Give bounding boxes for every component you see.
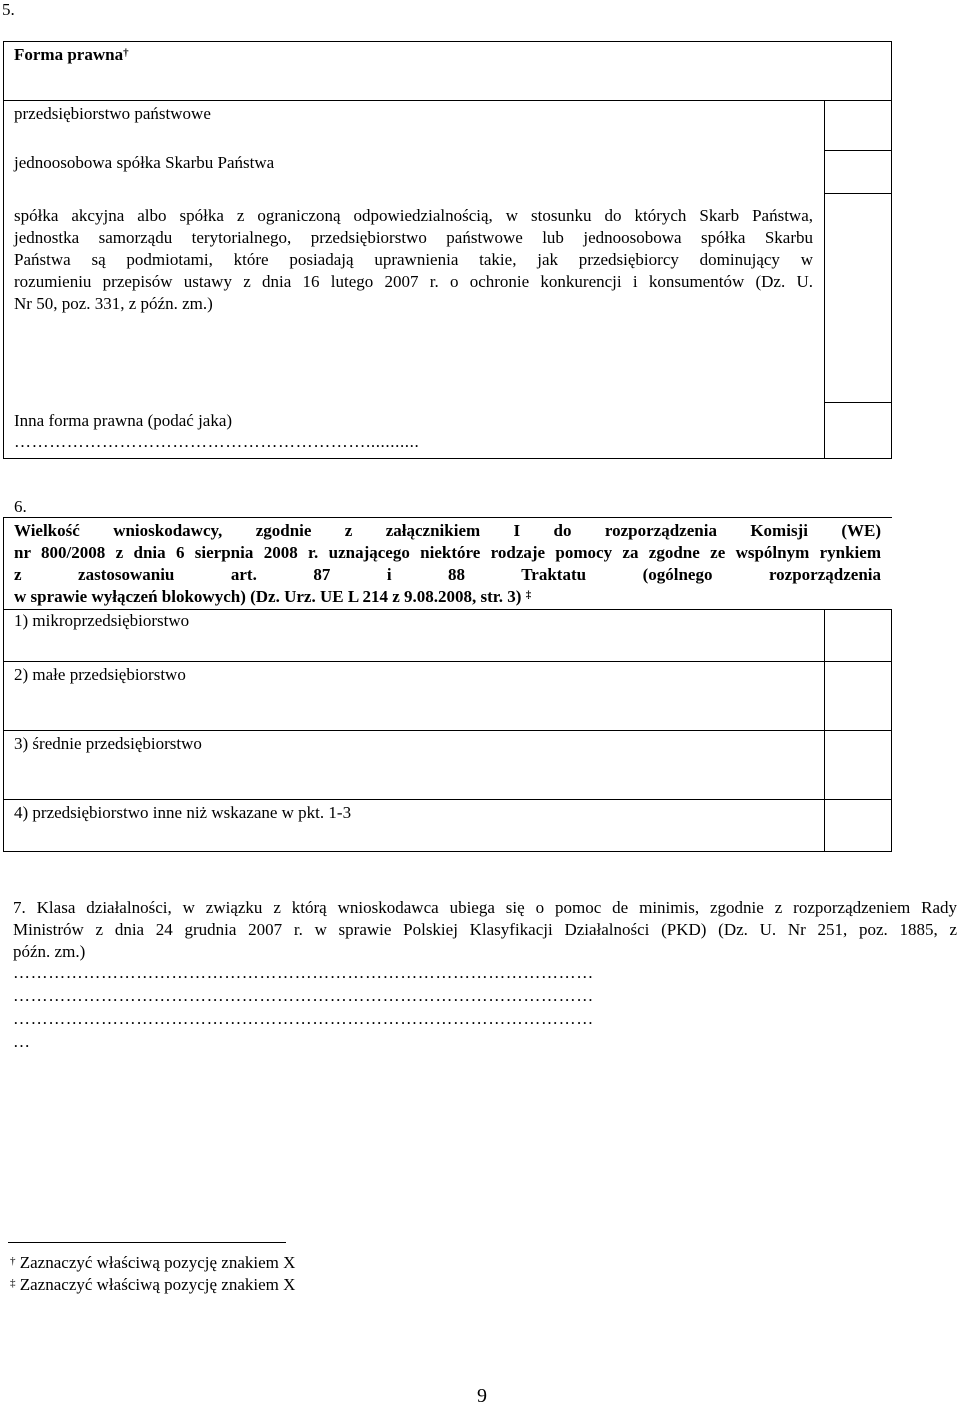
table-6-header-divider	[3, 609, 892, 610]
table-6-bottom-border	[3, 851, 892, 852]
other-legal-form-field[interactable]: ……………………………………………………...........	[14, 432, 420, 451]
section-6-heading-line-1: Wielkość wnioskodawcy, zgodnie z załącznikiem I do rozporządzenia Komisji (WE)	[14, 521, 881, 540]
option-3-line-5: Nr 50, poz. 331, z późn. zm.)	[14, 294, 213, 313]
page-number: 9	[477, 1385, 487, 1407]
checkbox-state-enterprise[interactable]	[825, 101, 891, 150]
table-6-row-divider-3	[3, 799, 892, 800]
section-7-line-1: 7. Klasa działalności, w związku z którą wnioskodawca ubiega się o pomoc de minimis, zgodnie z rozporządzeniem Rady	[13, 898, 957, 917]
checkbox-micro[interactable]	[825, 610, 891, 661]
checkbox-other-size[interactable]	[825, 800, 891, 851]
section-6-heading-line-3: z zastosowaniu art. 87 i 88 Traktatu (ogólnego rozporządzenia	[14, 565, 881, 584]
checkbox-small[interactable]	[825, 662, 891, 730]
table-6-top-border	[3, 517, 892, 518]
checkbox-other-legal-form[interactable]	[825, 403, 891, 458]
table-5-top-border	[3, 41, 892, 42]
section-6-number: 6.	[14, 497, 27, 516]
section-7-line-3: późn. zm.)	[13, 942, 86, 961]
checkbox-joint-stock-company[interactable]	[825, 194, 891, 402]
option-3-line-1: spółka akcyjna albo spółka z ograniczoną odpowiedzialnością, w stosunku do których Skarb Państwa,	[14, 206, 813, 225]
table-5-right-border	[891, 41, 892, 459]
footnote-separator	[8, 1242, 286, 1243]
checkbox-medium[interactable]	[825, 731, 891, 799]
table-5-left-border	[3, 41, 4, 459]
size-option-micro: 1) mikroprzedsiębiorstwo	[14, 611, 190, 630]
section-5-number: 5.	[2, 0, 15, 19]
table-5-bottom-border	[3, 458, 892, 459]
size-option-other: 4) przedsiębiorstwo inne niż wskazane w pkt. 1-3	[14, 803, 352, 822]
other-legal-form-label: Inna forma prawna (podać jaka)	[14, 411, 233, 430]
footnote-2: ‡ Zaznaczyć właściwą pozycję znakiem X	[10, 1275, 296, 1294]
section-7-line-2: Ministrów z dnia 24 grudnia 2007 r. w sprawie Polskiej Klasyfikacji Działalności (PKD) (Dz. U. Nr 251, poz. 1885, z	[13, 920, 957, 939]
row-divider-1	[3, 100, 892, 101]
table-6-row-divider-2	[3, 730, 892, 731]
option-state-enterprise: przedsiębiorstwo państwowe	[14, 104, 211, 123]
pkd-field-line-3[interactable]: ………………………………………………………………………………………	[13, 1009, 594, 1028]
option-treasury-company: jednoosobowa spółka Skarbu Państwa	[14, 153, 275, 172]
size-option-medium: 3) średnie przedsiębiorstwo	[14, 734, 202, 753]
option-3-line-4: rozumieniu przepisów ustawy z dnia 16 lutego 2007 r. o ochronie konkurencji i konsumentów (Dz. U.	[14, 272, 813, 291]
footnote-1: † Zaznaczyć właściwą pozycję znakiem X	[10, 1253, 296, 1272]
checkbox-treasury-company[interactable]	[825, 151, 891, 193]
table-6-left-border	[3, 517, 4, 852]
pkd-field-line-1[interactable]: ………………………………………………………………………………………	[13, 963, 594, 982]
section-5-title: Forma prawna†	[14, 45, 129, 64]
section-6-heading-line-4: w sprawie wyłączeń blokowych) (Dz. Urz. UE L 214 z 9.08.2008, str. 3) ‡	[14, 587, 532, 606]
pkd-field-line-4[interactable]: …	[13, 1032, 31, 1051]
option-3-line-3: Państwa są podmiotami, które posiadają uprawnienia takie, jak przedsiębiorcy dominujący w	[14, 250, 813, 269]
option-3-line-2: jednostka samorządu terytorialnego, przedsiębiorstwo państwowe lub jednoosobowa spółka Skarbu	[14, 228, 813, 247]
table-6-row-divider-1	[3, 661, 892, 662]
size-option-small: 2) małe przedsiębiorstwo	[14, 665, 186, 684]
pkd-field-line-2[interactable]: ………………………………………………………………………………………	[13, 986, 594, 1005]
section-6-heading-line-2: nr 800/2008 z dnia 6 sierpnia 2008 r. uznającego niektóre rodzaje pomocy za zgodne ze wspólnym rynkiem	[14, 543, 881, 562]
